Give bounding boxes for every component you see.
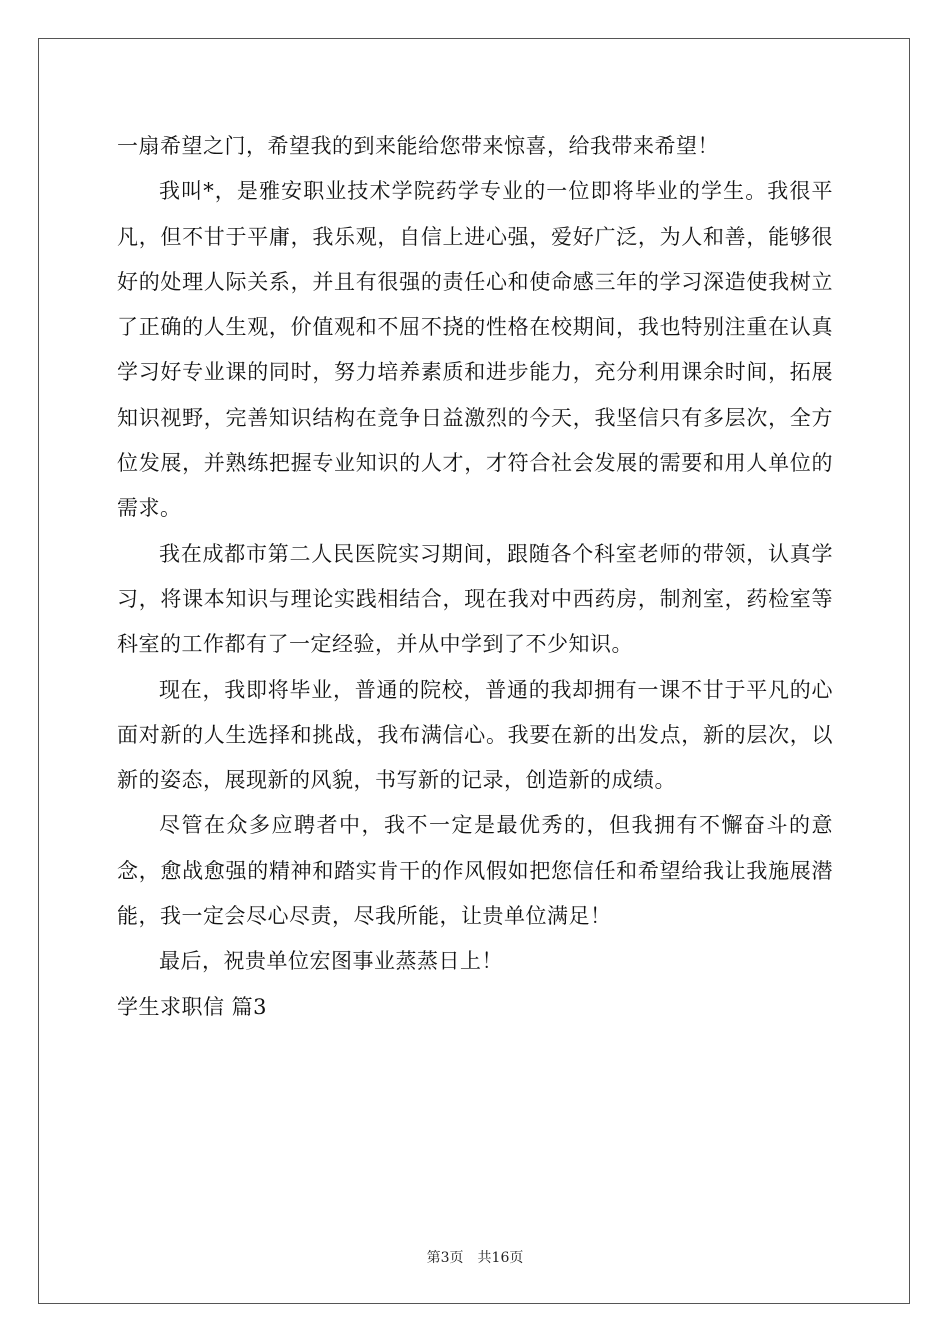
- paragraph-4: 现在，我即将毕业，普通的院校，普通的我却拥有一课不甘于平凡的心面对新的人生选择和挑战，我布满信心。我要在新的出发点，新的层次，以新的姿态，展现新的风貌，书写新的记录，创造新的成绩。: [117, 677, 833, 793]
- page-number-footer: 第3页 共16页: [426, 1250, 524, 1266]
- paragraph-1: 一扇希望之门，希望我的到来能给您带来惊喜，给我带来希望！: [117, 134, 719, 158]
- paragraph-3: 我在成都市第二人民医院实习期间，跟随各个科室老师的带领，认真学习，将课本知识与理论实践相结合，现在我对中西药房，制剂室，药检室等科室的工作都有了一定经验，并从中学到了不少知识。: [117, 541, 833, 657]
- paragraph-2: 我叫*，是雅安职业技术学院药学专业的一位即将毕业的学生。我很平凡，但不甘于平庸，我乐观，自信上进心强，爱好广泛，为人和善，能够很好的处理人际关系，并且有很强的责任心和使命感三年的学习深造使我树立了正确的人生观，价值观和不屈不挠的性格在校期间，我也特别注重在认真学习好专业课的同时，努力培养素质和进步能力，充分利用课余时间，拓展知识视野，完善知识结构在竞争日益激烈的今天，我坚信只有多层次，全方位发展，并熟练把握专业知识的人才，才符合社会发展的需要和用人单位的需求。: [117, 179, 833, 521]
- paragraph-6: 最后，祝贵单位宏图事业蒸蒸日上！: [159, 949, 503, 974]
- paragraph-5: 尽管在众多应聘者中，我不一定是最优秀的，但我拥有不懈奋斗的意念，愈战愈强的精神和踏实肯干的作风假如把您信任和希望给我让我施展潜能，我一定会尽心尽责，尽我所能，让贵单位满足！: [117, 813, 833, 929]
- document-body: [117, 124, 833, 1030]
- section-heading: 学生求职信 篇3: [117, 994, 268, 1019]
